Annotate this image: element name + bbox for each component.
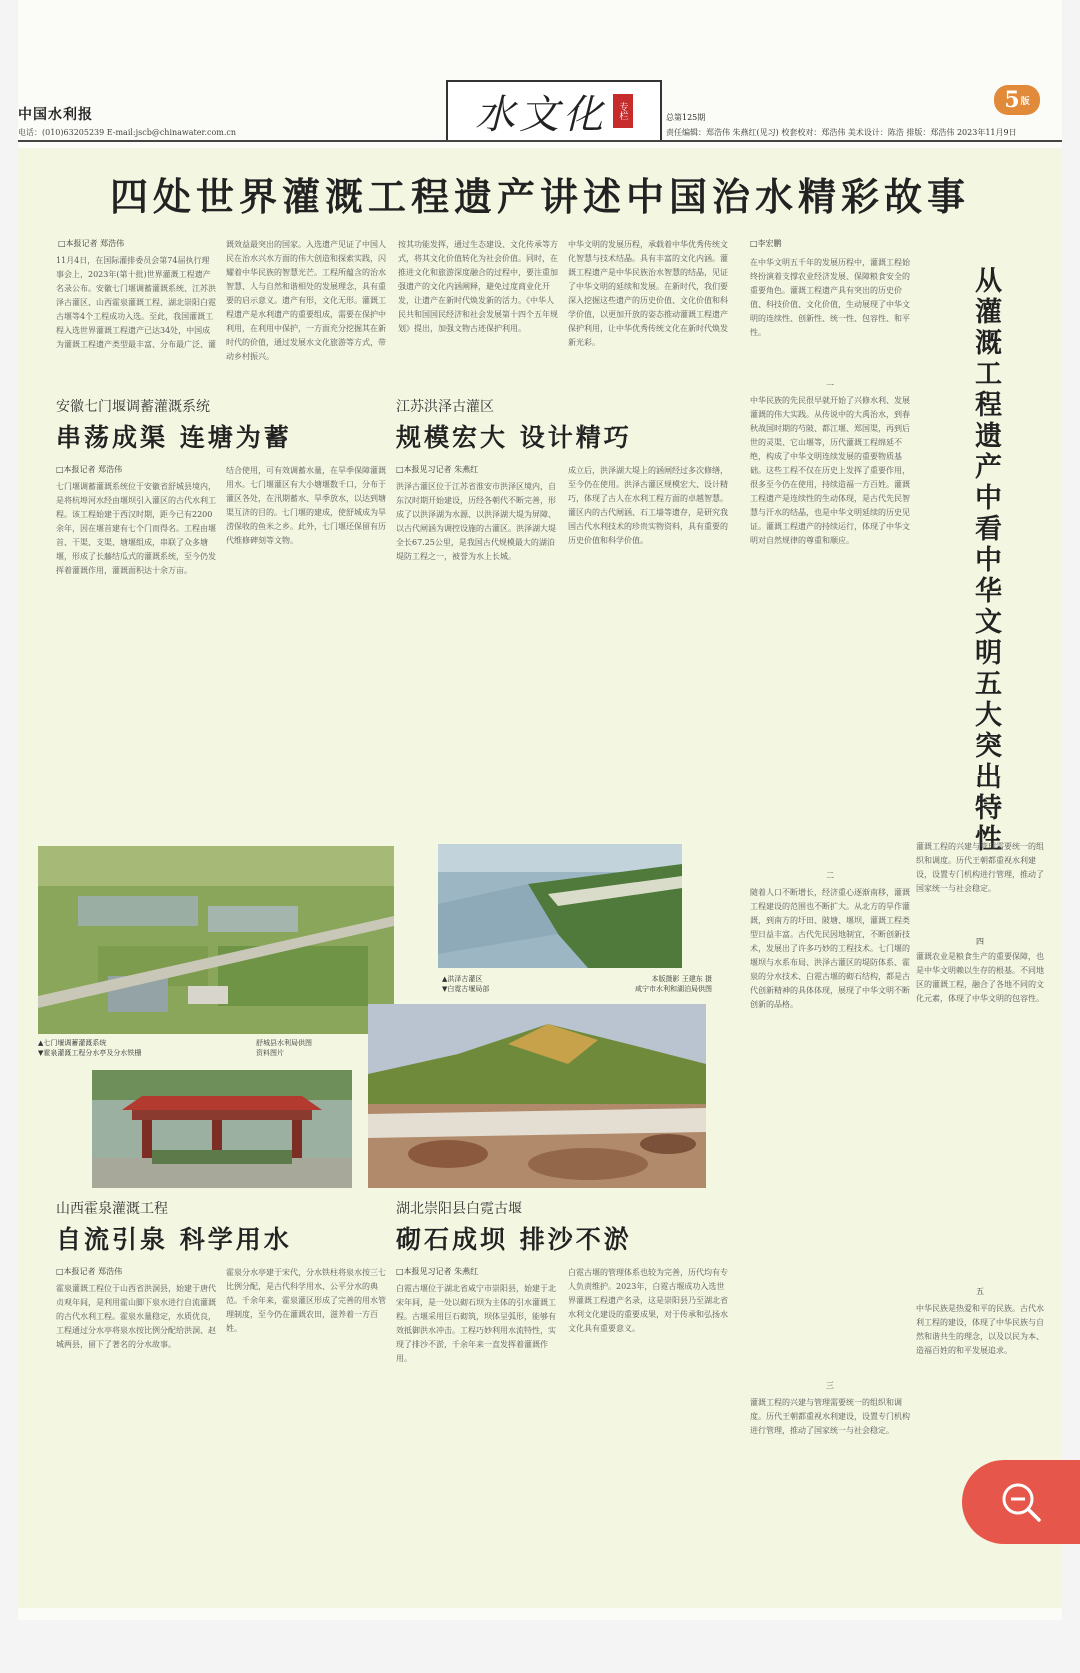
issue-number: 总第125期 (666, 113, 706, 122)
section-column-2: 成立后，洪泽湖大堤上的涵闸经过多次修缮，至今仍在使用。洪泽古灌区规模宏大、设计精巧，体现了古人在水利工程方面的卓越智慧。灌区内的古代闸涵、石工墙等遗存，是研究我国古代水利技术的珍贵实物资料，具有重要的历史价值和科学价值。 (568, 466, 728, 545)
section-byline: □本报见习记者 朱燕红 (396, 465, 479, 474)
sidebar-section-four-num: 四 (976, 937, 984, 946)
page-number-tab (994, 85, 1040, 115)
credit-line: 咸宁市水利和湖泊局供图 (635, 985, 712, 993)
caption-line: ▲七门堰调蓄灌溉系统 (38, 1039, 107, 1047)
photo-huoquan-image (92, 1070, 352, 1188)
photo-qimenyan-credit (256, 1038, 366, 1058)
intro-byline: □本报记者 郑浩伟 (58, 239, 125, 248)
sidebar-text-two: 随着人口不断增长，经济重心逐渐南移，灌溉工程建设的范围也不断扩大。从北方的旱作灌溉，到南方的圩田、陂塘、堰坝，灌溉工程类型日益丰富。古代先民因地制宜，不断创新技术，发展出了许多巧妙的工程技术。七门堰的堰坝与水系布局、洪泽古灌区的堤防体系、霍泉的分水技术、白霓古堰的砌石结构，都是古代创新精神的具体体现，展现了中华文明不断创新的品格。 (750, 888, 910, 1009)
section-column-1: 霍泉灌溉工程位于山西省洪洞县，始建于唐代贞观年间，是利用霍山脚下泉水进行自流灌溉的古代水利工程。霍泉水量稳定，水质优良，工程通过分水亭将泉水按比例分配给洪洞、赵城两县，留下了著名的分水故事。 (56, 1284, 216, 1349)
sidebar-text-one: 中华民族的先民很早就开始了兴修水利、发展灌溉的伟大实践。从传说中的大禹治水，到春秋战国时期的芍陂、都江堰、郑国渠，再到后世的灵渠、它山堰等，历代灌溉工程绵延不绝，构成了中华文明连续发展的重要物质基础。这些工程不仅在历史上发挥了重要作用，很多至今仍在使用，持续造福一方百姓。灌溉工程遗产是连续性的生动体现，是古代先民智慧与汗水的结晶，也是中华文明延续的历史见证。灌溉工程遗产的持续运行，体现了中华文明对自然规律的尊重和顺应。 (750, 396, 910, 545)
photo-hongze-credit (592, 974, 712, 994)
caption-line: ▼霍泉灌溉工程分水亭及分水铁栅 (38, 1049, 142, 1057)
photo-baini (368, 1004, 706, 1188)
section-column-2: 霍泉分水亭建于宋代，分水铁柱将泉水按三七比例分配，是古代科学用水、公平分水的典范。千余年来，霍泉灌区形成了完善的用水管理制度，至今仍在灌溉农田，滋养着一方百姓。 (226, 1268, 386, 1333)
section-qimenyan (56, 396, 292, 454)
section-baini (396, 1198, 632, 1256)
section-title: 规模宏大 设计精巧 (396, 423, 632, 452)
credit-line: 舒城县水利局供图 (256, 1039, 312, 1047)
photo-hongze-image (438, 844, 682, 968)
caption-line: ▼白霓古堰局部 (442, 985, 490, 993)
newspaper-page (18, 0, 1062, 1620)
magnifier-minus-icon (998, 1479, 1044, 1525)
photo-baini-image (368, 1004, 706, 1188)
sidebar-text-five: 中华民族是热爱和平的民族。古代水利工程的建设，体现了中华民族与自然和谐共生的理念，以及以民为本、造福百姓的和平发展追求。 (916, 1304, 1044, 1355)
intro-column-4: 中华文明的发展历程，承载着中华优秀传统文化智慧与技术结晶。具有丰富的文化内涵。灌溉工程遗产是中华民族治水智慧的结晶，见证了中华文明的延续和发展。在新时代，我们要深入挖掘这些遗产的历史价值、文化价值和科学价值，以更加开放的姿态推动灌溉工程遗产保护利用，让中华优秀传统文化在新时代焕发新光彩。 (568, 240, 728, 347)
column-logo (446, 80, 662, 142)
sidebar-section-two-num: 二 (826, 871, 834, 880)
sidebar-byline: □李宏鹏 (750, 239, 782, 248)
section-title: 自流引泉 科学用水 (56, 1225, 292, 1254)
photo-huoquan (92, 1070, 352, 1188)
photo-qimenyan (38, 846, 394, 1034)
section-column-1: 七门堰调蓄灌溉系统位于安徽省舒城县境内，是将杭埠河水经由堰坝引入灌区的古代水利工程。该工程始建于西汉时期，距今已有2200余年，因在堰首建有七个门而得名。工程由堰首、干渠、支渠、塘堰组成，串联了众多塘堰，形成了长藤结瓜式的灌溉系统，至今仍发挥着灌溉作用，灌溉面积达十余万亩。 (56, 482, 216, 575)
section-label: 江苏洪泽古灌区 (396, 399, 494, 415)
contact-info: 电话：(010)63205239 E-mail:jscb@chinawater.com.cn (18, 128, 237, 137)
content-area (18, 148, 1062, 1608)
column-logo-seal: 专栏 (613, 94, 633, 128)
intro-column-3: 按其功能发挥，通过生态建设、文化传承等方式，将其文化价值转化为社会价值。同时，在推进文化和旅游深度融合的过程中，要注重加强遗产的文化内涵阐释，避免过度商业化开发，让遗产在新时代焕发新的活力。《中华人民共和国国民经济和社会发展第十四个五年规划》提出，加强文物古迹保护利用。 (398, 240, 558, 333)
section-column-2: 结合使用，可有效调蓄水量，在旱季保障灌溉用水。七门堰灌区有大小塘堰数千口，分布于灌区各处，在汛期蓄水、旱季放水，以达到塘渠互济的目的。七门堰的建成，使舒城成为旱涝保收的鱼米之乡。此外，七门堰还保留有历代维修碑刻等文物。 (226, 466, 386, 545)
zoom-out-button[interactable] (962, 1460, 1080, 1544)
sidebar-vertical-title: 从灌溉工程遗产中看中华文明五大突出特性 (970, 266, 1001, 855)
paper-name: 中国水利报 (18, 107, 93, 123)
page-number: 5 (1004, 87, 1020, 113)
sidebar-text-three: 灌溉工程的兴建与管理需要统一的组织和调度。历代王朝都重视水利建设，设置专门机构进行管理，推动了国家统一与社会稳定。 (750, 1398, 910, 1435)
section-column-1: 白霓古堰位于湖北省咸宁市崇阳县，始建于北宋年间，是一处以砌石坝为主体的引水灌溉工程。古堰采用巨石砌筑，坝体呈弧形，能够有效抵御洪水冲击。工程巧妙利用水流特性，实现了排沙不淤，千余年来一直发挥着灌溉作用。 (396, 1284, 556, 1363)
section-title: 串荡成渠 连塘为蓄 (56, 423, 292, 452)
intro-column-2: 溉效益最突出的国家。入选遗产见证了中国人民在治水兴水方面的伟大创造和探索实践，闪耀着中华民族的智慧光芒。工程所蕴含的治水智慧、人与自然和谐相处的发展理念，具有重要的启示意义。遗产有形，文化无形。灌溉工程遗产是水利遗产的重要组成，需要在保护中利用，在利用中保护，一方面充分挖掘其在新时代的价值，通过发展水文化旅游等方式，带动乡村振兴。 (226, 240, 386, 361)
section-column-1: 洪泽古灌区位于江苏省淮安市洪泽区境内，自东汉时期开始建设，历经各朝代不断完善，形成了以洪泽湖为水源、以洪泽湖大堤为屏障、以古代闸涵为调控设施的古灌区。洪泽湖大堤全长67.25公里，是我国古代规模最大的湖泊堤防工程之一，被誉为水上长城。 (396, 482, 556, 561)
section-byline: □本报记者 郑浩伟 (56, 1267, 123, 1276)
sidebar-section-five-num: 五 (976, 1287, 984, 1296)
masthead (18, 0, 1062, 145)
sidebar-text-four: 灌溉农业是粮食生产的重要保障，也是中华文明赖以生存的根基。不同地区的灌溉工程，融合了各地不同的文化元素，体现了中华文明的包容性。 (916, 952, 1044, 1003)
sidebar-text-top: 在中华文明五千年的发展历程中，灌溉工程始终扮演着支撑农业经济发展、保障粮食安全的重要角色。灌溉工程遗产具有突出的历史价值、科技价值、文化价值，生动展现了中华文明的连续性、创新性、统一性、包容性、和平性。 (750, 258, 910, 337)
section-label: 安徽七门堰调蓄灌溉系统 (56, 399, 210, 415)
sidebar-section-one-num: 一 (826, 381, 834, 390)
photo-hongze (438, 844, 682, 968)
page-number-suffix: 版 (1020, 96, 1030, 107)
caption-line: ▲洪泽古灌区 (442, 975, 483, 983)
section-column-2: 白霓古堰的管理体系也较为完善，历代均有专人负责维护。2023年，白霓古堰成功入选世界灌溉工程遗产名录，这是崇阳县乃至湖北省水利文化建设的重要成果，对于传承和弘扬水文化具有重要意义。 (568, 1268, 728, 1333)
section-byline: □本报记者 郑浩伟 (56, 465, 123, 474)
intro-column-1: 11月4日，在国际灌排委员会第74届执行理事会上，2023年(第十批)世界灌溉工程遗产名录公布。安徽七门堰调蓄灌溉系统、江苏洪泽古灌区、山西霍泉灌溉工程、湖北崇阳白霓古堰等4个工程成功入选。至此，我国灌溉工程入选世界灌溉工程遗产已达34处，中国成为灌溉工程遗产类型最丰富、分布最广泛、灌 (56, 256, 216, 349)
photo-qimenyan-image (38, 846, 394, 1034)
credit-line: 本版摄影 王建东 摄 (651, 975, 712, 983)
sidebar-section-three-num: 三 (826, 1381, 834, 1390)
column-logo-text: 水文化 (475, 91, 607, 138)
masthead-rule (18, 140, 1062, 142)
credit-line: 资料图片 (256, 1049, 284, 1057)
photo-hongze-caption (442, 974, 552, 994)
section-huoquan (56, 1198, 292, 1256)
section-label: 湖北崇阳县白霓古堰 (396, 1201, 522, 1217)
section-hongze (396, 396, 632, 454)
section-label: 山西霍泉灌溉工程 (56, 1201, 168, 1217)
main-headline: 四处世界灌溉工程遗产讲述中国治水精彩故事 (109, 174, 970, 219)
photo-qimenyan-caption (38, 1038, 238, 1058)
section-byline: □本报见习记者 朱燕红 (396, 1267, 479, 1276)
sidebar-text-continued: 灌溉工程的兴建与管理需要统一的组织和调度。历代王朝都重视水利建设，设置专门机构进行管理，推动了国家统一与社会稳定。 (916, 842, 1044, 893)
section-title: 砌石成坝 排沙不淤 (396, 1225, 632, 1254)
editor-credits: 责任编辑：郑浩伟 朱燕红(见习) 校套校对：郑浩伟 美术设计：陈浩 排版：郑浩伟 2023年11月9日 (666, 128, 1017, 137)
